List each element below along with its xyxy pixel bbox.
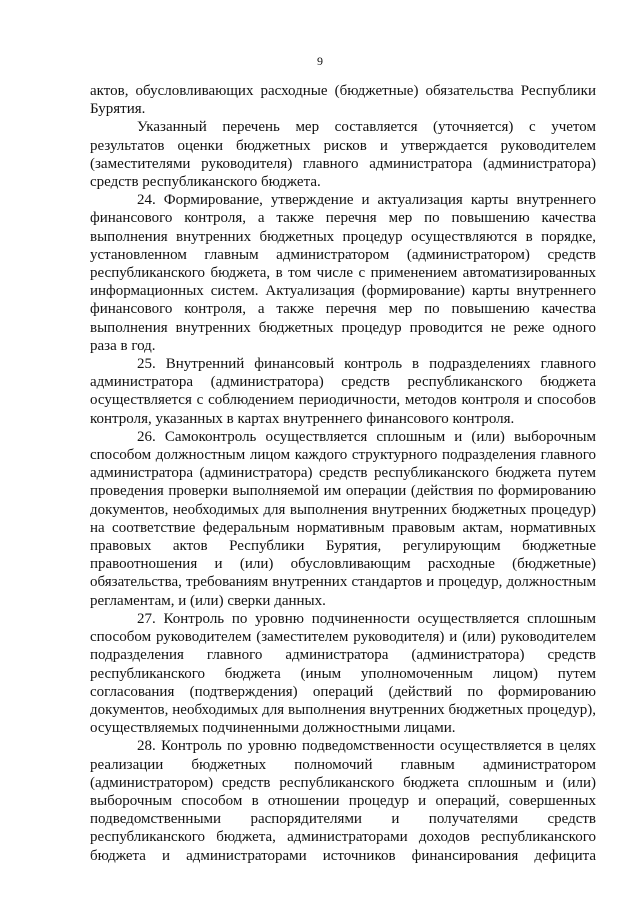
paragraph-continuation: актов, обусловливающих расходные (бюджетные) обязательства Республики Бурятия. [90,83,596,118]
paragraph-measures-list: Указанный перечень мер составляется (уточняется) с учетом результатов оценки бюджетных рисков и утверждается руководителем (заместителями руководителя) главного администратора (администратора) средств республиканского бюджета. [90,119,596,191]
paragraph-24: 24. Формирование, утверждение и актуализация карты внутреннего финансового контроля, а также перечня мер по повышению качества выполнения внутренних бюджетных процедур осуществляются в порядке, установленном главным администратором (администратором) средств республиканского бюджета, в том числе с применением автоматизированных информационных систем. Актуализация (формирование) карты внутреннего финансового контроля, а также перечня мер по повышению качества выполнения внутренних бюджетных процедур проводится не реже одного раза в год. [90,192,596,354]
paragraph-26: 26. Самоконтроль осуществляется сплошным и (или) выборочным способом должностным лицом каждого структурного подразделения главного администратора (администратора) средств республиканского бюджета путем проведения проверки выполняемой им операции (действия по формированию документов, необходимых для выполнения внутренних бюджетных процедур) на соответствие федеральным нормативным правовым актам, нормативных правовых актов Республики Бурятия, регулирующим бюджетные правоотношения и (или) обусловливающим расходные (бюджетные) обязательства, требованиям внутренних стандартов и процедур, должностным регламентам, и (или) сверки данных. [90,428,596,609]
page-number: 9 [317,54,323,68]
paragraph-27: 27. Контроль по уровню подчиненности осуществляется сплошным способом руководителем (заместителем руководителя) и (или) руководителем подразделения главного администратора (администратора) средств республиканского бюджета (иным уполномоченным лицом) путем согласования (подтверждения) операций (действий по формированию документов, необходимых для выполнения внутренних бюджетных процедур), осуществляемых подчиненными должностными лицами. [90,610,596,737]
paragraph-28: 28. Контроль по уровню подведомственности осуществляется в целях реализации бюджетных полномочий главным администратором (администратором) средств республиканского бюджета сплошным и (или) выборочным способом в отношении процедур и операций, совершенных подведомственными распорядителями и получателями средств республиканского бюджета, администраторами доходов республиканского бюджета и администраторами источников финансирования дефицита [90,738,596,864]
paragraph-25: 25. Внутренний финансовый контроль в подразделениях главного администратора (администратора) средств республиканского бюджета осуществляется с соблюдением периодичности, методов контроля и способов контроля, указанных в картах внутреннего финансового контроля. [90,356,596,427]
document-body [90,82,596,865]
